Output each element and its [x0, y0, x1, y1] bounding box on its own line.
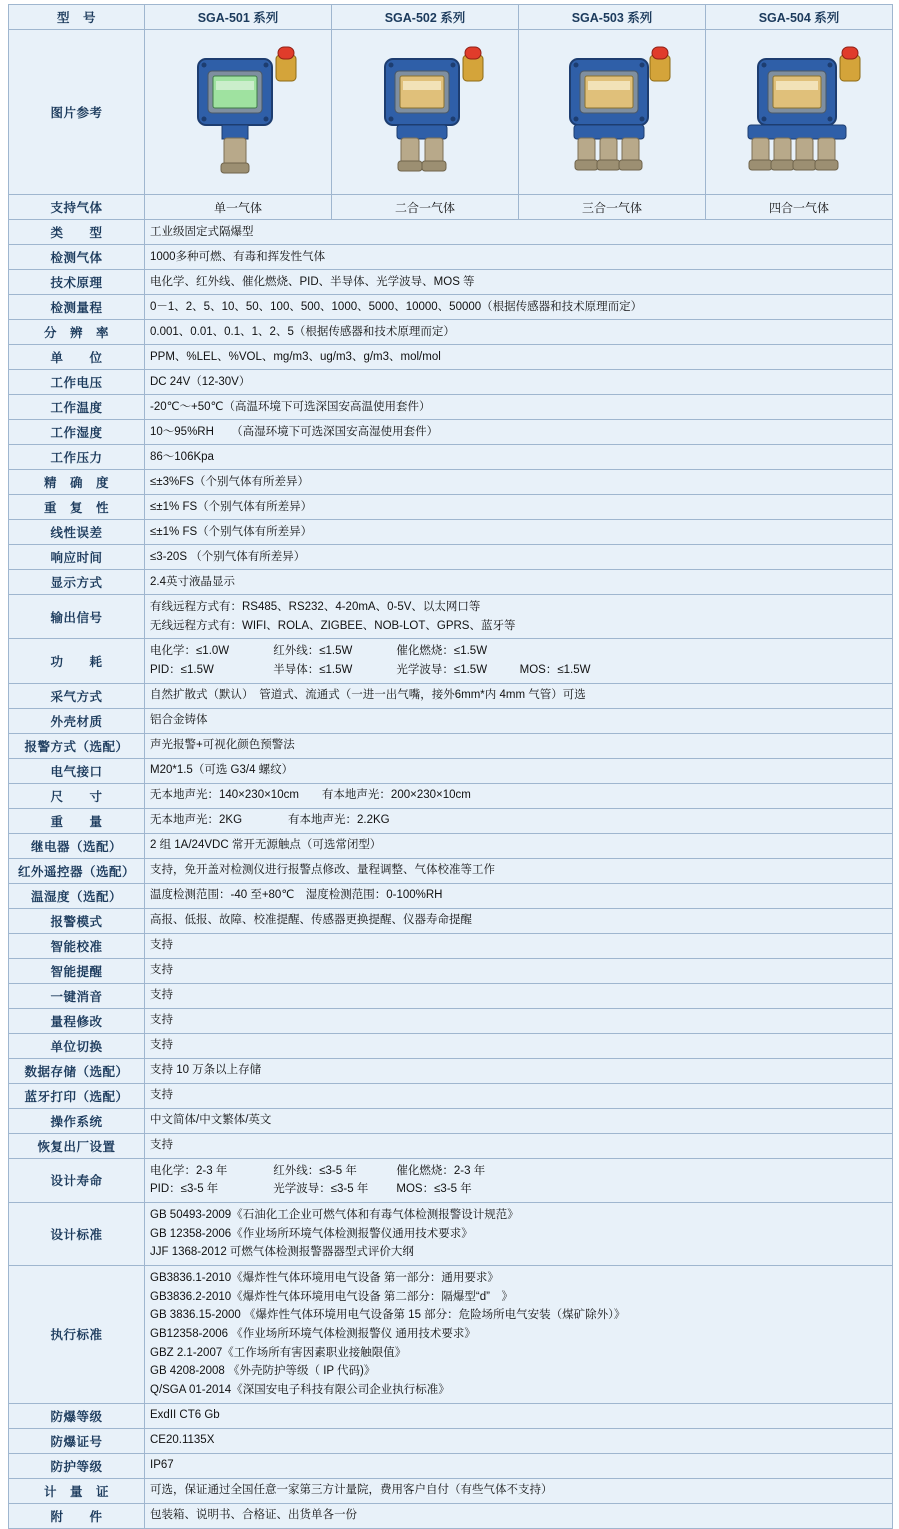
execution-standard-item: GB3836.1-2010《爆炸性气体环境用电气设备 第一部分：通用要求》 [150, 1272, 499, 1285]
table-row-protection-grade [9, 1453, 893, 1478]
row-label: 数据存储（选配） [9, 1058, 145, 1083]
row-value: 支持 [145, 1008, 893, 1033]
row-value: IP67 [145, 1453, 893, 1478]
row-value-execution-standards [145, 1266, 893, 1404]
table-row-humidity [9, 420, 893, 445]
power-line-2 [150, 661, 887, 680]
row-value: 支持 [145, 1083, 893, 1108]
row-label: 温湿度（选配） [9, 883, 145, 908]
detector-image-504 [706, 30, 893, 195]
row-label: 防爆等级 [9, 1403, 145, 1428]
row-value: 无本地声光：2KG 有本地声光：2.2KG [145, 808, 893, 833]
gas-502: 二合一气体 [332, 195, 519, 220]
table-row-temperature [9, 395, 893, 420]
table-row-execution-standards [9, 1266, 893, 1404]
row-label-supported-gas: 支持气体 [9, 195, 145, 220]
row-value: 2 组 1A/24VDC 常开无源触点（可选常闭型） [145, 833, 893, 858]
row-label: 采气方式 [9, 683, 145, 708]
row-label: 报警模式 [9, 908, 145, 933]
model-504: SGA-504 系列 [706, 5, 893, 30]
table-row-shell-material [9, 708, 893, 733]
row-label: 单 位 [9, 345, 145, 370]
life-catalytic: 催化燃烧：2-3 年 [396, 1164, 486, 1177]
row-value: 10～95%RH （高湿环境下可选深国安高湿使用套件） [145, 420, 893, 445]
row-label-design-life: 设计寿命 [9, 1158, 145, 1202]
table-row-unit [9, 345, 893, 370]
table-row-images [9, 30, 893, 195]
row-label: 检测量程 [9, 295, 145, 320]
detector-image-503 [519, 30, 706, 195]
row-label: 重 量 [9, 808, 145, 833]
row-label: 检测气体 [9, 245, 145, 270]
row-value: 支持 10 万条以上存储 [145, 1058, 893, 1083]
table-row-temp-humidity-option [9, 883, 893, 908]
row-label: 电气接口 [9, 758, 145, 783]
row-value: 0－1、2、5、10、50、100、500、1000、5000、10000、50000（根据传感器和技术原理而定） [145, 295, 893, 320]
row-label: 精 确 度 [9, 470, 145, 495]
row-label: 防爆证号 [9, 1428, 145, 1453]
execution-standard-item: Q/SGA 01-2014《深国安电子科技有限公司企业执行标准》 [150, 1384, 450, 1397]
row-value: 无本地声光：140×230×10cm 有本地声光：200×230×10cm [145, 783, 893, 808]
row-label: 操作系统 [9, 1108, 145, 1133]
row-value: 支持 [145, 933, 893, 958]
row-label: 工作电压 [9, 370, 145, 395]
table-row-display [9, 570, 893, 595]
design-standard-item: JJF 1368-2012 可燃气体检测报警器器型式评价大纲 [150, 1246, 414, 1259]
row-value: 2.4英寸液晶显示 [145, 570, 893, 595]
row-value: 支持 [145, 958, 893, 983]
row-label: 单位切换 [9, 1033, 145, 1058]
row-label: 外壳材质 [9, 708, 145, 733]
table-row-response-time [9, 545, 893, 570]
row-label: 技术原理 [9, 270, 145, 295]
table-row-accessories [9, 1503, 893, 1528]
power-echem: 电化学：≤1.0W [150, 645, 230, 658]
table-row-sampling [9, 683, 893, 708]
life-pid: PID：≤3-5 年 [150, 1183, 219, 1196]
table-row-range-modify [9, 1008, 893, 1033]
table-row-data-storage [9, 1058, 893, 1083]
table-row-model [9, 5, 893, 30]
row-value: 铝合金铸体 [145, 708, 893, 733]
table-row-voltage [9, 370, 893, 395]
model-501: SGA-501 系列 [145, 5, 332, 30]
row-value: CE20.1135X [145, 1428, 893, 1453]
gas-detector-icon [714, 37, 884, 187]
row-value: 86～106Kpa [145, 445, 893, 470]
table-row-bluetooth-print [9, 1083, 893, 1108]
row-label: 计 量 证 [9, 1478, 145, 1503]
row-value-output-signal [145, 595, 893, 639]
model-502: SGA-502 系列 [332, 5, 519, 30]
life-line-2 [150, 1180, 887, 1199]
execution-standard-item: GB3836.2-2010《爆炸性气体环境用电气设备 第二部分：隔爆型“d” 》 [150, 1290, 513, 1303]
row-value: M20*1.5（可选 G3/4 螺纹） [145, 758, 893, 783]
table-row-principle [9, 270, 893, 295]
row-label-power: 功 耗 [9, 639, 145, 683]
table-row-metering-cert [9, 1478, 893, 1503]
row-value: ≤3-20S （个别气体有所差异） [145, 545, 893, 570]
row-label: 响应时间 [9, 545, 145, 570]
row-value: 1000多种可燃、有毒和挥发性气体 [145, 245, 893, 270]
table-row-alarm-modes [9, 908, 893, 933]
row-label-model: 型 号 [9, 5, 145, 30]
table-row-unit-switch [9, 1033, 893, 1058]
row-value: ≤±3%FS（个别气体有所差异） [145, 470, 893, 495]
table-row-design-standards [9, 1203, 893, 1266]
row-label: 附 件 [9, 1503, 145, 1528]
table-row-size [9, 783, 893, 808]
row-label-design-standards: 设计标准 [9, 1203, 145, 1266]
power-pid: PID：≤1.5W [150, 664, 214, 677]
life-mos: MOS：≤3-5 年 [396, 1183, 472, 1196]
row-value: 高报、低报、故障、校准提醒、传感器更换提醒、仪器寿命提醒 [145, 908, 893, 933]
table-row-smart-calibration [9, 933, 893, 958]
gas-504: 四合一气体 [706, 195, 893, 220]
life-line-1 [150, 1162, 887, 1181]
table-row-factory-reset [9, 1133, 893, 1158]
row-value-design-standards [145, 1203, 893, 1266]
row-label: 继电器（选配） [9, 833, 145, 858]
detector-image-502 [332, 30, 519, 195]
table-row-type [9, 220, 893, 245]
row-label: 恢复出厂设置 [9, 1133, 145, 1158]
table-row-electrical-interface [9, 758, 893, 783]
row-value: 声光报警+可视化颜色预警法 [145, 733, 893, 758]
table-row-explosion-cert [9, 1428, 893, 1453]
row-value: 自然扩散式（默认） 管道式、流通式（一进一出气嘴，接外6mm*内 4mm 气管）可选 [145, 683, 893, 708]
table-row-accuracy [9, 470, 893, 495]
row-label: 蓝牙打印（选配） [9, 1083, 145, 1108]
table-row-smart-reminder [9, 958, 893, 983]
specification-table [8, 4, 893, 1529]
row-value: 温度检测范围：-40 至+80℃ 湿度检测范围：0-100%RH [145, 883, 893, 908]
execution-standard-item: GB 4208-2008 《外壳防护等级（ IP 代码)》 [150, 1365, 376, 1378]
row-label: 红外遥控器（选配） [9, 858, 145, 883]
gas-detector-icon [158, 37, 318, 187]
execution-standard-item: GBZ 2.1-2007《工作场所有害因素职业接触限值》 [150, 1346, 407, 1359]
table-row-ir-remote [9, 858, 893, 883]
row-label: 智能提醒 [9, 958, 145, 983]
row-label: 显示方式 [9, 570, 145, 595]
table-row-pressure [9, 445, 893, 470]
row-value-power [145, 639, 893, 683]
row-value: 支持 [145, 1033, 893, 1058]
table-row-explosion-grade [9, 1403, 893, 1428]
table-row-output-signal [9, 595, 893, 639]
row-label-image: 图片参考 [9, 30, 145, 195]
gas-501: 单一气体 [145, 195, 332, 220]
row-label: 一键消音 [9, 983, 145, 1008]
row-label: 类 型 [9, 220, 145, 245]
model-503: SGA-503 系列 [519, 5, 706, 30]
table-row-power [9, 639, 893, 683]
row-value: ExdII CT6 Gb [145, 1403, 893, 1428]
row-value: ≤±1% FS（个别气体有所差异） [145, 495, 893, 520]
row-label: 量程修改 [9, 1008, 145, 1033]
row-value: PPM、%LEL、%VOL、mg/m3、ug/m3、g/m3、mol/mol [145, 345, 893, 370]
row-label-output-signal: 输出信号 [9, 595, 145, 639]
row-value: 电化学、红外线、催化燃烧、PID、半导体、光学波导、MOS 等 [145, 270, 893, 295]
output-wireless: 无线远程方式有：WIFI、ROLA、ZIGBEE、NOB-LOT、GPRS、蓝牙等 [150, 619, 516, 632]
table-row-linearity [9, 520, 893, 545]
execution-standard-item: GB 3836.15-2000 《爆炸性气体环境用电气设备第 15 部分：危险场所电气安装（煤矿除外）》 [150, 1309, 626, 1322]
spec-sheet [0, 4, 899, 1529]
power-ir: 红外线：≤1.5W [273, 645, 353, 658]
table-row-repeatability [9, 495, 893, 520]
table-row-alarm-mode-option [9, 733, 893, 758]
row-value-design-life [145, 1158, 893, 1202]
row-label: 线性误差 [9, 520, 145, 545]
row-value: 中文简体/中文繁体/英文 [145, 1108, 893, 1133]
table-row-weight [9, 808, 893, 833]
gas-detector-icon [532, 37, 692, 187]
row-label: 智能校准 [9, 933, 145, 958]
execution-standard-item: GB12358-2006 《作业场所环境气体检测报警仪 通用技术要求》 [150, 1328, 476, 1341]
row-label-execution-standards: 执行标准 [9, 1266, 145, 1404]
power-optical: 光学波导：≤1.5W [396, 664, 488, 677]
row-value: DC 24V（12-30V） [145, 370, 893, 395]
table-row-supported-gas [9, 195, 893, 220]
row-value: 工业级固定式隔爆型 [145, 220, 893, 245]
row-label: 重 复 性 [9, 495, 145, 520]
life-ir: 红外线：≤3-5 年 [273, 1164, 357, 1177]
row-label: 尺 寸 [9, 783, 145, 808]
gas-503: 三合一气体 [519, 195, 706, 220]
design-standard-item: GB 50493-2009《石油化工企业可燃气体和有毒气体检测报警设计规范》 [150, 1209, 519, 1222]
table-row-one-key-mute [9, 983, 893, 1008]
power-mos: MOS：≤1.5W [519, 664, 591, 677]
power-line-1 [150, 642, 887, 661]
row-label: 工作湿度 [9, 420, 145, 445]
row-value: 可选，保证通过全国任意一家第三方计量院，费用客户自付（有些气体不支持） [145, 1478, 893, 1503]
row-value: ≤±1% FS（个别气体有所差异） [145, 520, 893, 545]
table-row-resolution [9, 320, 893, 345]
row-label: 工作温度 [9, 395, 145, 420]
row-value: 支持 [145, 1133, 893, 1158]
detector-image-501 [145, 30, 332, 195]
table-row-design-life [9, 1158, 893, 1202]
table-row-os [9, 1108, 893, 1133]
power-semiconductor: 半导体：≤1.5W [273, 664, 353, 677]
row-label: 分 辨 率 [9, 320, 145, 345]
row-value: 支持，免开盖对检测仪进行报警点修改、量程调整、气体校准等工作 [145, 858, 893, 883]
table-row-detect-gas [9, 245, 893, 270]
design-standard-item: GB 12358-2006《作业场所环境气体检测报警仪通用技术要求》 [150, 1227, 473, 1240]
row-value: 包装箱、说明书、合格证、出货单各一份 [145, 1503, 893, 1528]
power-catalytic: 催化燃烧：≤1.5W [396, 645, 488, 658]
row-value: -20℃～+50℃（高温环境下可选深国安高温使用套件） [145, 395, 893, 420]
gas-detector-icon [345, 37, 505, 187]
output-wired: 有线远程方式有：RS485、RS232、4-20mA、0-5V、以太网口等 [150, 601, 481, 613]
row-label: 防护等级 [9, 1453, 145, 1478]
row-value: 支持 [145, 983, 893, 1008]
life-echem: 电化学：2-3 年 [150, 1164, 228, 1177]
life-optical: 光学波导：≤3-5 年 [273, 1183, 369, 1196]
table-row-relay [9, 833, 893, 858]
table-row-range [9, 295, 893, 320]
row-value: 0.001、0.01、0.1、1、2、5（根据传感器和技术原理而定） [145, 320, 893, 345]
row-label: 报警方式（选配） [9, 733, 145, 758]
row-label: 工作压力 [9, 445, 145, 470]
